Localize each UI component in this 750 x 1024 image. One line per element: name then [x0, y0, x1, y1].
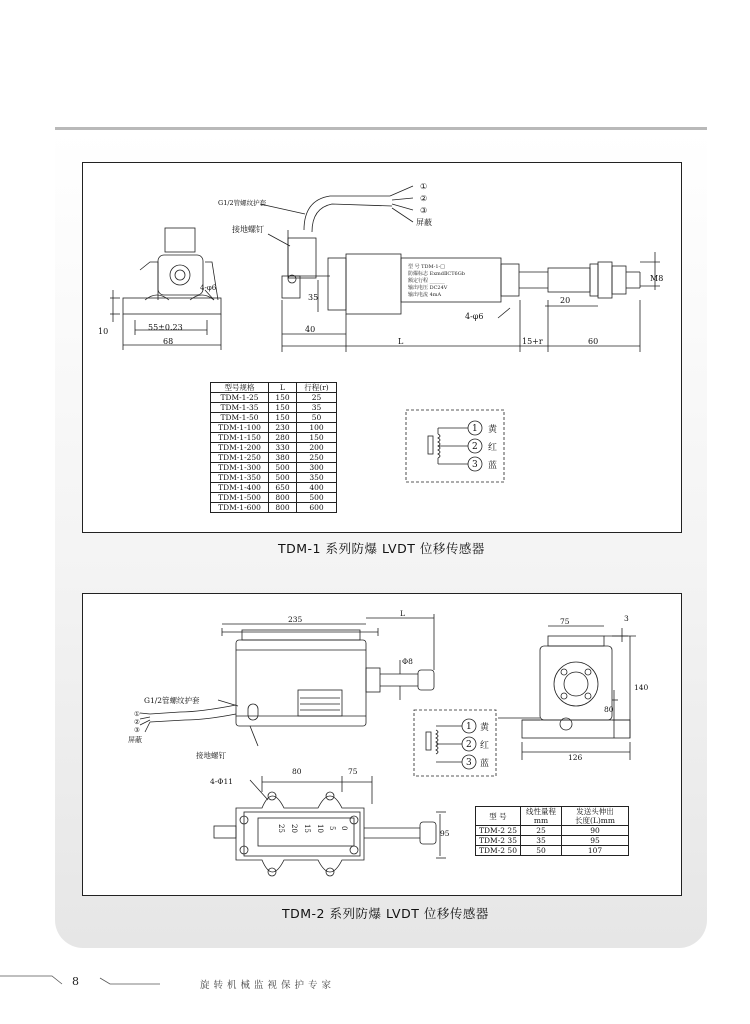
tdm2-spec-table — [475, 806, 629, 856]
table-cell: 500 — [269, 473, 297, 483]
table-cell: 200 — [297, 443, 337, 453]
wiring-num-3: 3 — [472, 460, 478, 470]
wiring-color-3: 蓝 — [488, 461, 498, 471]
table-cell: 500 — [269, 463, 297, 473]
table-cell: 150 — [269, 413, 297, 423]
table-row — [211, 463, 337, 473]
table-cell: 300 — [297, 463, 337, 473]
dim-40: 40 — [305, 325, 316, 334]
conduit-label: G1/2管螺纹护套 — [144, 696, 200, 705]
table-cell: 25 — [521, 826, 562, 836]
wiring-color-1: 黄 — [480, 723, 490, 733]
table-row — [211, 483, 337, 493]
table-header: 发送头伸出 长度(L)mm — [562, 807, 629, 826]
scale-tick: 25 — [277, 824, 285, 833]
dia8-label: Φ8 — [402, 657, 413, 666]
table-cell: TDM-1-250 — [211, 453, 269, 463]
shield-label: 屏蔽 — [416, 218, 432, 227]
wire-1-label: ① — [420, 182, 428, 191]
table-cell: TDM-1-500 — [211, 493, 269, 503]
wire-3-label: ③ — [134, 726, 140, 734]
table-cell: 95 — [562, 836, 629, 846]
wire-3-label: ③ — [420, 206, 428, 215]
page-number: 8 — [72, 975, 79, 988]
table-row — [211, 413, 337, 423]
table-cell: 50 — [521, 846, 562, 856]
scale-tick: 20 — [290, 824, 298, 833]
table-header: 线性量程 mm — [521, 807, 562, 826]
wiring-color-3: 蓝 — [480, 759, 490, 769]
dim-55: 55±0.23 — [148, 323, 183, 332]
table-cell: TDM-1-400 — [211, 483, 269, 493]
table-cell: 330 — [269, 443, 297, 453]
footer-rule — [0, 970, 750, 990]
table-cell: 650 — [269, 483, 297, 493]
table-row — [476, 846, 629, 856]
shield-label: 屏蔽 — [128, 736, 142, 744]
table-row — [211, 473, 337, 483]
table-cell: 350 — [297, 473, 337, 483]
wiring-color-1: 黄 — [488, 425, 498, 435]
footer-slogan: 旋转机械监视保护专家 — [200, 980, 336, 991]
table-row — [211, 423, 337, 433]
table-header: 型 号 — [476, 807, 521, 826]
figure1-drawing — [82, 162, 680, 531]
wiring-color-2: 红 — [488, 443, 498, 453]
ground-screw-label: 接地螺钉 — [232, 225, 264, 234]
dim-60: 60 — [588, 337, 599, 346]
dim-75-bottom: 75 — [348, 767, 358, 776]
thread-label: M8 — [650, 274, 664, 283]
table-header: 型号规格 — [211, 383, 269, 393]
table-cell: 600 — [297, 503, 337, 513]
wiring-num-2: 2 — [466, 740, 472, 750]
dim-235: 235 — [288, 615, 303, 624]
table-cell: 250 — [297, 453, 337, 463]
dim-95: 95 — [440, 829, 450, 838]
table-cell: TDM-2 25 — [476, 826, 521, 836]
hole-label-mid: 4-φ6 — [465, 312, 484, 321]
dim-3: 3 — [624, 614, 629, 623]
wire-1-label: ① — [134, 710, 140, 718]
ground-screw-label: 接地螺钉 — [196, 751, 226, 760]
table-row — [211, 503, 337, 513]
nameplate-line: 输出电流 4mA — [408, 292, 442, 298]
dim-80-bottom: 80 — [292, 767, 302, 776]
table-cell: TDM-1-350 — [211, 473, 269, 483]
dim-35: 35 — [308, 293, 319, 302]
wire-2-label: ② — [420, 194, 428, 203]
table-cell: TDM-1-25 — [211, 393, 269, 403]
wiring-num-1: 1 — [466, 722, 472, 732]
table-row — [211, 443, 337, 453]
table-row — [211, 393, 337, 403]
figure2-caption: TDM-2 系列防爆 LVDT 位移传感器 — [282, 906, 489, 921]
table-row — [211, 433, 337, 443]
table-cell: TDM-1-50 — [211, 413, 269, 423]
table-header: L — [269, 383, 297, 393]
table-cell: 400 — [297, 483, 337, 493]
table-cell: TDM-1-200 — [211, 443, 269, 453]
figure1-caption: TDM-1 系列防爆 LVDT 位移传感器 — [278, 541, 485, 556]
nameplate-line: 额定行程 ______ — [408, 278, 445, 284]
nameplate-line: 输出电压 DC24V — [408, 285, 448, 291]
table-cell: 800 — [269, 503, 297, 513]
table-cell: 800 — [269, 493, 297, 503]
table-cell: 380 — [269, 453, 297, 463]
table-cell: TDM-2 35 — [476, 836, 521, 846]
table-cell: 150 — [297, 433, 337, 443]
hole-label: 4-Φ11 — [210, 777, 233, 786]
table-row — [211, 403, 337, 413]
table-cell: 35 — [297, 403, 337, 413]
table-cell: TDM-1-100 — [211, 423, 269, 433]
table-cell: TDM-1-35 — [211, 403, 269, 413]
dim-126: 126 — [568, 753, 583, 762]
dim-80-side: 80 — [604, 705, 614, 714]
wiring-num-2: 2 — [472, 442, 478, 452]
table-header: 行程(r) — [297, 383, 337, 393]
scale-tick: 10 — [316, 824, 324, 833]
table-cell: 107 — [562, 846, 629, 856]
table-cell: 25 — [297, 393, 337, 403]
table-cell: 100 — [297, 423, 337, 433]
scale-tick: 15 — [303, 824, 311, 833]
scale-tick: 5 — [328, 826, 336, 831]
table-row — [476, 836, 629, 846]
dim-L: L — [398, 337, 404, 346]
table-cell: 500 — [297, 493, 337, 503]
table-cell: TDM-1-300 — [211, 463, 269, 473]
nameplate-line: 型 号 TDM-1-□ — [408, 264, 445, 270]
table-cell: TDM-1-150 — [211, 433, 269, 443]
table-row — [211, 493, 337, 503]
wire-2-label: ② — [134, 718, 140, 726]
dim-L: L — [400, 609, 405, 618]
dim-15r: 15+r — [522, 337, 543, 346]
scale-tick: 0 — [340, 826, 348, 831]
dim-10: 10 — [98, 327, 109, 336]
wiring-num-1: 1 — [472, 424, 478, 434]
conduit-label: G1/2管螺纹护套 — [218, 199, 267, 207]
wiring-color-2: 红 — [480, 741, 490, 751]
table-cell: 280 — [269, 433, 297, 443]
dim-20: 20 — [560, 296, 571, 305]
tdm1-spec-table — [210, 382, 337, 513]
table-cell: TDM-1-600 — [211, 503, 269, 513]
dim-140: 140 — [634, 683, 649, 692]
table-cell: 90 — [562, 826, 629, 836]
nameplate-line: 防爆标志 ExmdⅡCT6Gb — [408, 271, 465, 277]
hole-label-left: 4-φ6 — [200, 284, 217, 292]
wiring-num-3: 3 — [466, 758, 472, 768]
table-row — [211, 453, 337, 463]
table-cell: 150 — [269, 393, 297, 403]
table-cell: 35 — [521, 836, 562, 846]
dim-68: 68 — [163, 337, 174, 346]
table-cell: 150 — [269, 403, 297, 413]
dim-75-side: 75 — [560, 617, 570, 626]
table-cell: TDM-2 50 — [476, 846, 521, 856]
table-row — [476, 826, 629, 836]
table-cell: 50 — [297, 413, 337, 423]
table-cell: 230 — [269, 423, 297, 433]
